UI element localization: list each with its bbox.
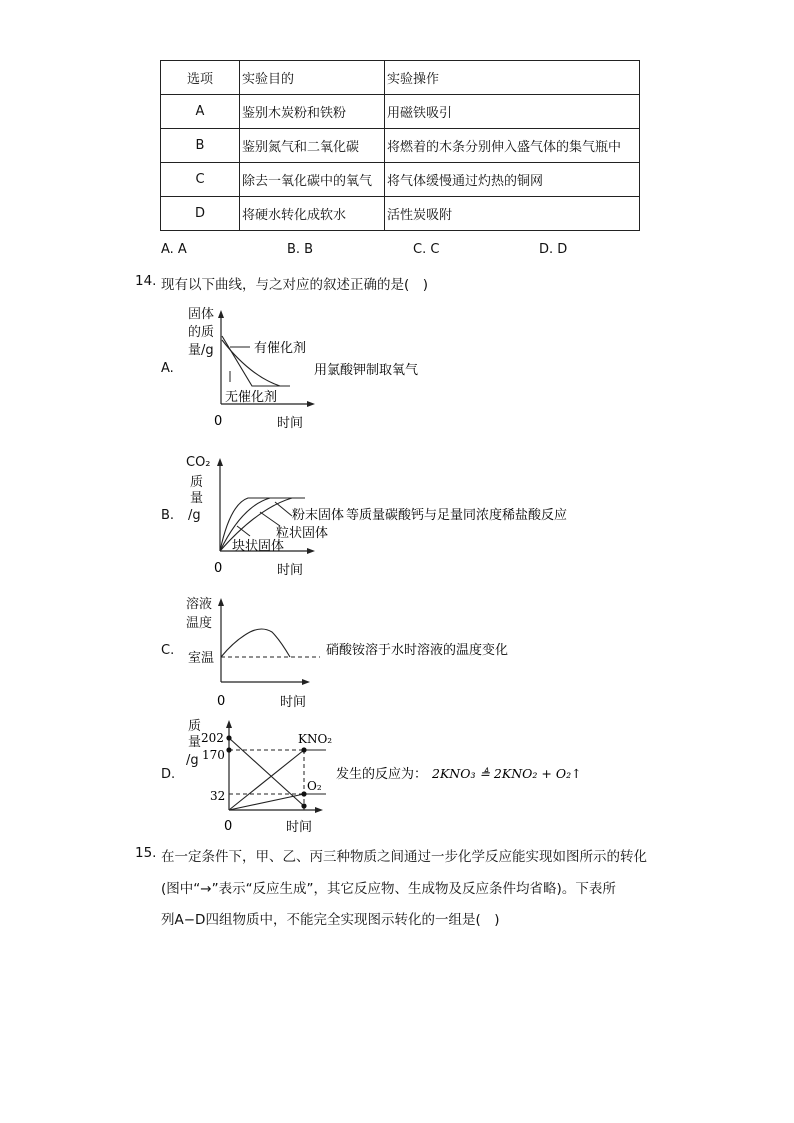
graph-b-xlabel: 时间 [277, 563, 304, 578]
graph-a-curve1-label: 有催化剂 [254, 341, 307, 356]
graph-d-ylabel-3: /g [186, 753, 199, 768]
graph-a-xlabel: 时间 [277, 416, 304, 431]
table-cell: B [161, 129, 240, 163]
graph-b-ylabel-1: CO₂ [186, 455, 211, 470]
arrow-up-icon [218, 598, 224, 606]
q14-option-d-label[interactable]: D. [161, 767, 176, 782]
graph-d-origin: 0 [224, 819, 233, 834]
graph-d-point-202 [226, 735, 231, 740]
arrow-right-icon [315, 807, 323, 813]
q14-stem: 现有以下曲线，与之对应的叙述正确的是( ) [161, 277, 429, 293]
arrow-right-icon [302, 679, 310, 685]
q14-option-a-label[interactable]: A. [161, 361, 174, 376]
graph-a-description: 用氯酸钾制取氧气 [314, 363, 419, 378]
graph-c-origin: 0 [217, 694, 226, 709]
q15-line-1: 在一定条件下，甲、乙、丙三种物质之间通过一步化学反应能实现如图所示的转化 [161, 849, 647, 865]
graph-d-xlabel: 时间 [286, 820, 313, 835]
graph-b-ylabel-3: 量 [190, 491, 204, 506]
graph-d-description-prefix: 发生的反应为： [336, 767, 428, 782]
graph-d-ylabel-1: 质 [188, 719, 202, 734]
graph-a-origin: 0 [214, 414, 223, 429]
graph-b-leader-1 [275, 502, 292, 516]
graph-d-point-170 [226, 747, 231, 752]
experiment-table [160, 60, 640, 231]
graph-c-curve [221, 629, 290, 657]
graph-a [180, 300, 600, 435]
arrow-right-icon [307, 548, 315, 554]
table-row [161, 163, 640, 197]
graph-d [180, 712, 600, 838]
q15-number: 15. [135, 845, 157, 861]
table-cell: 将硬水转化成软水 [240, 197, 385, 231]
graph-b [180, 448, 610, 580]
table-header-cell: 实验目的 [240, 61, 385, 95]
graph-c-ylabel-2: 温度 [186, 616, 213, 631]
arrow-up-icon [217, 458, 223, 466]
graph-d-ylabel-2: 量 [188, 735, 202, 750]
table-cell: 鉴别木炭粉和铁粉 [240, 95, 385, 129]
arrow-right-icon [307, 401, 315, 407]
graph-a-ylabel-2: 的质 [188, 325, 215, 340]
graph-d-kno2-label: KNO₂ [298, 732, 333, 746]
table-header-cell: 实验操作 [385, 61, 640, 95]
arrow-up-icon [226, 720, 232, 728]
graph-c-ylabel-1: 溶液 [186, 597, 213, 612]
graph-b-ylabel-2: 质 [190, 475, 204, 490]
graph-d-point-end [301, 803, 306, 808]
graph-d-kno3-line [229, 738, 304, 806]
table-cell: 除去一氧化碳中的氧气 [240, 163, 385, 197]
graph-b-ylabel-4: /g [188, 508, 201, 523]
table-cell: D [161, 197, 240, 231]
table-header-row [161, 61, 640, 95]
arrow-up-icon [218, 310, 224, 318]
graph-d-o2-label: O₂ [307, 779, 322, 793]
q15-line-2: (图中“→”表示“反应生成”，其它反应物、生成物及反应条件均省略)。下表所 [161, 881, 616, 897]
table-cell: 将气体缓慢通过灼热的铜网 [385, 163, 640, 197]
table-cell: 将燃着的木条分别伸入盛气体的集气瓶中 [385, 129, 640, 163]
q13-option-b[interactable]: B. B [287, 242, 314, 257]
table-row [161, 95, 640, 129]
q13-option-d[interactable]: D. D [539, 242, 568, 257]
table-row [161, 129, 640, 163]
q13-option-a[interactable]: A. A [161, 242, 187, 257]
q13-option-c[interactable]: C. C [413, 242, 440, 257]
table-cell: 用磁铁吸引 [385, 95, 640, 129]
graph-d-o2-line [229, 794, 304, 810]
table-header-cell: 选项 [161, 61, 240, 95]
graph-a-curve2-label: 无催化剂 [225, 390, 278, 405]
table-cell: A [161, 95, 240, 129]
graph-b-leader-2 [260, 512, 280, 526]
q14-number: 14. [135, 273, 157, 289]
graph-d-point-kno2 [301, 747, 306, 752]
graph-c [180, 590, 600, 712]
graph-c-xlabel: 时间 [280, 695, 307, 710]
graph-d-tick-202: 202 [201, 731, 224, 745]
graph-c-room-temp-label: 室温 [188, 651, 215, 666]
graph-c-description: 硝酸铵溶于水时溶液的温度变化 [326, 643, 509, 658]
graph-a-ylabel-3: 量/g [188, 343, 214, 358]
graph-b-curve3-label: 块状固体 [232, 539, 285, 554]
graph-d-point-o2 [301, 791, 306, 796]
table-row [161, 197, 640, 231]
graph-d-kno2-line [229, 750, 304, 810]
graph-b-curve2-label: 粒状固体 [276, 526, 329, 541]
graph-b-description: 等质量碳酸钙与足量同浓度稀盐酸反应 [346, 508, 568, 523]
graph-d-tick-170: 170 [202, 748, 225, 762]
graph-d-tick-32: 32 [210, 789, 226, 803]
table-cell: 活性炭吸附 [385, 197, 640, 231]
graph-b-curve1-label: 粉末固体 [292, 508, 345, 523]
graph-d-equation: 2KNO₃ ≜ 2KNO₂ + O₂↑ [432, 766, 582, 781]
graph-b-origin: 0 [214, 561, 223, 576]
graph-a-ylabel-1: 固体 [188, 307, 215, 322]
table-cell: C [161, 163, 240, 197]
q15-line-3: 列A−D四组物质中，不能完全实现图示转化的一组是( ) [161, 912, 500, 928]
table-cell: 鉴别氮气和二氧化碳 [240, 129, 385, 163]
q14-option-b-label[interactable]: B. [161, 508, 175, 523]
q14-option-c-label[interactable]: C. [161, 643, 175, 658]
